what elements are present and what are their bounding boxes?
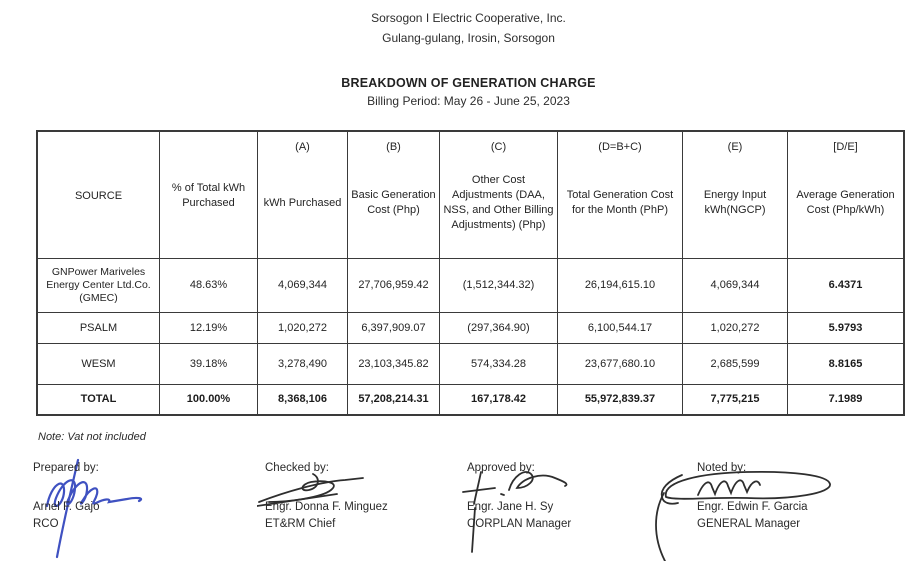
column-header-energy-input: (E) Energy Input kWh(NGCP) [683,132,788,259]
cell-basic-generation-cost: 6,397,909.07 [348,313,440,344]
signature-role: Prepared by: [33,462,99,474]
signature-role: Approved by: [467,462,535,474]
signature-title: CORPLAN Manager [467,518,572,530]
cell-source: PSALM [38,313,160,344]
column-header-other-cost-adjustments: (C) Other Cost Adjustments (DAA, NSS, and Other Billing Adjustments) (Php) [440,132,558,259]
company-name: Sorsogon I Electric Cooperative, Inc. [371,11,566,25]
cell-total-generation-cost: 26,194,615.10 [558,259,683,313]
cell-percent: 39.18% [160,344,258,385]
table-row-psalm [38,313,903,344]
cell-average-generation-cost: 8.8165 [788,344,903,385]
signature-title: ET&RM Chief [265,518,336,530]
signature-name: Engr. Edwin F. Garcia [697,501,808,513]
document-title: BREAKDOWN OF GENERATION CHARGE [341,76,596,90]
signature-title: GENERAL Manager [697,518,801,530]
signature-noted-ink [652,467,842,561]
signature-role: Noted by: [697,462,747,474]
cell-energy-input: 1,020,272 [683,313,788,344]
cell-source: GNPower Mariveles Energy Center Ltd.Co. (GMEC) [38,259,160,313]
table-row-gmec [38,259,903,313]
cell-source: TOTAL [38,385,160,414]
company-address: Gulang-gulang, Irosin, Sorsogon [382,31,555,45]
signature-name: Arnel F. Gajo [33,501,100,513]
cell-kwh-purchased: 3,278,490 [258,344,348,385]
cell-energy-input: 2,685,599 [683,344,788,385]
cell-kwh-purchased: 1,020,272 [258,313,348,344]
generation-charge-table [36,130,905,416]
cell-total-generation-cost: 55,972,839.37 [558,385,683,414]
document-title-block [10,76,917,108]
column-header-basic-generation-cost: (B) Basic Generation Cost (Php) [348,132,440,259]
cell-energy-input: 4,069,344 [683,259,788,313]
cell-total-generation-cost: 23,677,680.10 [558,344,683,385]
column-header-average-generation-cost: [D/E] Average Generation Cost (Php/kWh) [788,132,903,259]
cell-source: WESM [38,344,160,385]
cell-other-cost-adjustments: (1,512,344.32) [440,259,558,313]
vat-note: Note: Vat not included [38,431,146,443]
signature-title: RCO [33,518,59,530]
cell-other-cost-adjustments: (297,364.90) [440,313,558,344]
column-header-kwh-purchased: (A) kWh Purchased [258,132,348,259]
cell-kwh-purchased: 8,368,106 [258,385,348,414]
cell-percent: 100.00% [160,385,258,414]
table-header-row [38,132,903,259]
cell-other-cost-adjustments: 574,334.28 [440,344,558,385]
column-header-source: SOURCE [38,132,160,259]
table-row-wesm [38,344,903,385]
billing-period: Billing Period: May 26 - June 25, 2023 [367,94,570,108]
cell-percent: 12.19% [160,313,258,344]
table-row-total [38,385,903,414]
cell-kwh-purchased: 4,069,344 [258,259,348,313]
signature-name: Engr. Jane H. Sy [467,501,554,513]
cell-basic-generation-cost: 57,208,214.31 [348,385,440,414]
column-header-percent: % of Total kWh Purchased [160,132,258,259]
cell-average-generation-cost: 7.1989 [828,393,863,405]
signature-name: Engr. Donna F. Minguez [265,501,388,513]
cell-percent: 48.63% [160,259,258,313]
cell-average-generation-cost: 5.9793 [788,313,903,344]
signature-role: Checked by: [265,462,329,474]
cell-average-generation-cost: 6.4371 [788,259,903,313]
cell-basic-generation-cost: 23,103,345.82 [348,344,440,385]
column-header-total-generation-cost: (D=B+C) Total Generation Cost for the Month (PhP) [558,132,683,259]
cell-energy-input: 7,775,215 [683,385,788,414]
cell-basic-generation-cost: 27,706,959.42 [348,259,440,313]
cell-total-generation-cost: 6,100,544.17 [558,313,683,344]
company-header [10,8,917,48]
cell-other-cost-adjustments: 167,178.42 [440,385,558,414]
